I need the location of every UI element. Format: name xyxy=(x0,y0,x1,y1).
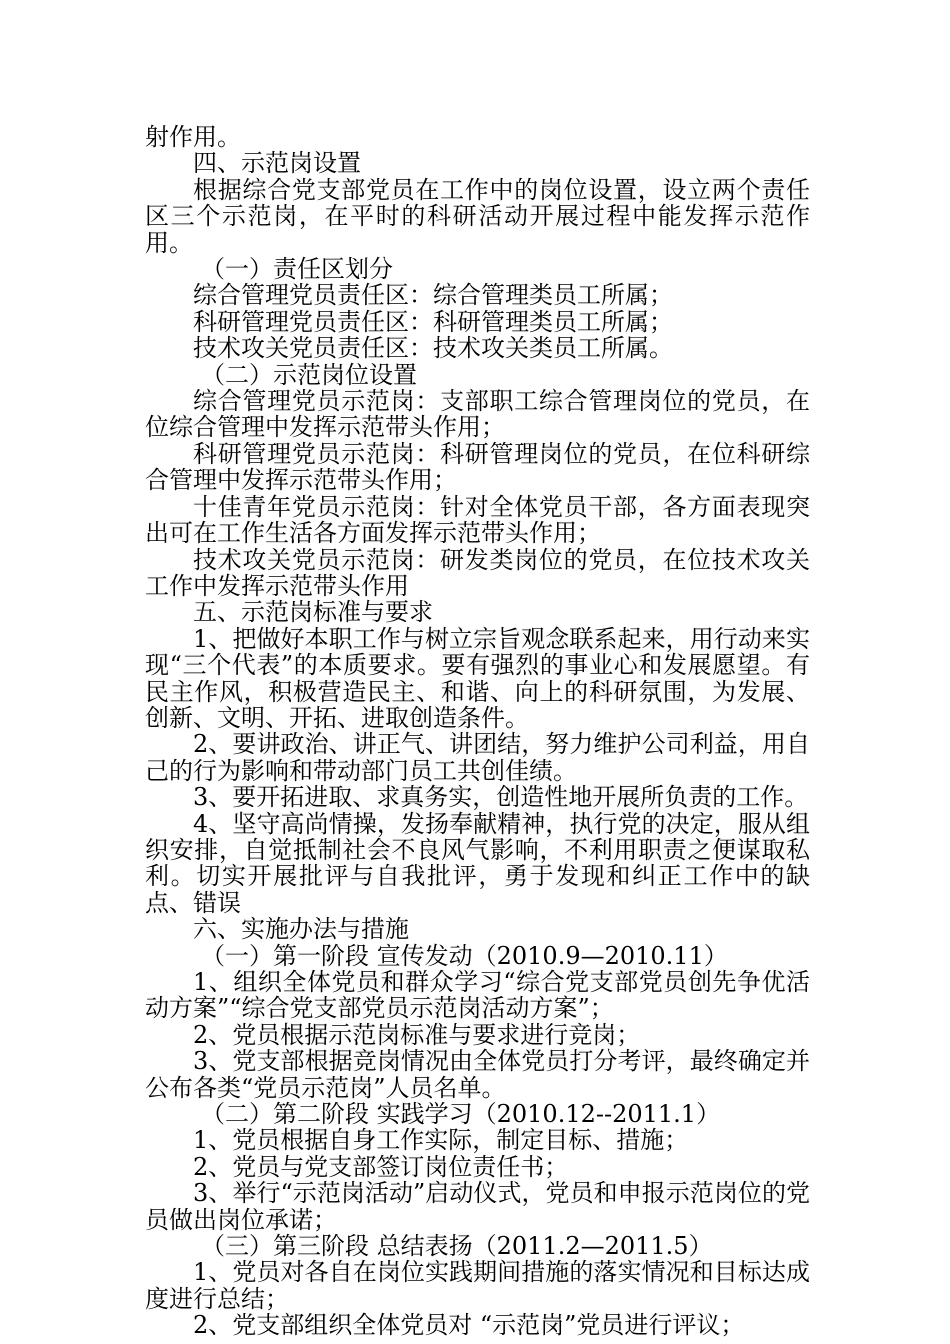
paragraph: 科研管理党员责任区：科研管理类员工所属； xyxy=(193,307,673,336)
subsection-heading: （三）第三阶段 总结表扬（2011.2—2011.5） xyxy=(201,1232,713,1261)
paragraph: 3、举行“示范岗活动”启动仪式，党员和申报示范岗位的党员做出岗位承诺； xyxy=(145,1179,810,1234)
paragraph: 十佳青年党员示范岗：针对全体党员干部，各方面表现突出可在工作生活各方面发挥示范带头作用； xyxy=(145,492,810,548)
paragraph: 根据综合党支部党员在工作中的岗位设置，设立两个责任区三个示范岗，在平时的科研活动开展过程中能发挥示范作用。 xyxy=(145,175,810,257)
paragraph: 2、党支部组织全体党员对 “示范岗”党员进行评议； xyxy=(193,1311,745,1340)
paragraph: 4、坚守高尚情操，发扬奉献精神，执行党的决定，服从组织安排，自觉抵制社会不良风气影响，不利用职责之便谋取私利。切实开展批评与自我批评，勇于发现和纠正工作中的缺点、错误 xyxy=(145,809,810,917)
subsection-heading: （二）示范岗位设置 xyxy=(201,360,417,389)
paragraph: 2、党员与党支部签订岗位责任书； xyxy=(193,1152,569,1181)
paragraph: 1、组织全体党员和群众学习“综合党支部党员创先争优活动方案”“综合党支部党员示范岗活动方案”； xyxy=(145,968,810,1023)
section-heading: 六、实施办法与措施 xyxy=(193,915,409,944)
subsection-heading: （一）第一阶段 宣传发动（2010.9—2010.11） xyxy=(201,941,728,970)
section-heading: 五、示范岗标准与要求 xyxy=(193,598,433,627)
document-body xyxy=(145,124,810,1339)
paragraph: 2、党员根据示范岗标准与要求进行竞岗； xyxy=(193,1020,641,1049)
paragraph: 2、要讲政治、讲正气、讲团结，努力维护公司利益，用自己的行为影响和带动部门员工共创佳绩。 xyxy=(145,730,810,785)
paragraph: 3、要开拓进取、求真务实，创造性地开展所负责的工作。 xyxy=(193,783,809,812)
paragraph: 3、党支部根据竞岗情况由全体党员打分考评，最终确定并公布各类“党员示范岗”人员名单。 xyxy=(145,1047,810,1102)
paragraph: 综合管理党员责任区：综合管理类员工所属； xyxy=(193,281,673,310)
paragraph: 综合管理党员示范岗：支部职工综合管理岗位的党员，在位综合管理中发挥示范带头作用； xyxy=(145,387,810,442)
section-heading: 四、示范岗设置 xyxy=(193,149,361,178)
paragraph: 1、党员对各自在岗位实践期间措施的落实情况和目标达成度进行总结； xyxy=(145,1258,810,1313)
paragraph: 1、党员根据自身工作实际，制定目标、措施； xyxy=(193,1126,689,1155)
subsection-heading: （一）责任区划分 xyxy=(201,255,393,284)
paragraph: 科研管理党员示范岗：科研管理岗位的党员，在位科研综合管理中发挥示范带头作用； xyxy=(145,439,810,495)
subsection-heading: （二）第二阶段 实践学习（2010.12--2011.1） xyxy=(201,1100,721,1129)
paragraph: 技术攻关党员示范岗：研发类岗位的党员，在位技术攻关工作中发挥示范带头作用 xyxy=(145,545,810,600)
paragraph: 技术攻关党员责任区：技术攻关类员工所属。 xyxy=(193,334,673,363)
paragraph: 射作用。 xyxy=(145,123,241,151)
paragraph: 1、把做好本职工作与树立宗旨观念联系起来，用行动来实现“三个代表”的本质要求。要有强烈的事业心和发展愿望。有民主作风，积极营造民主、和谐、向上的科研氛围，为发展、创新、文明、开拓、进取创造条件。 xyxy=(145,624,810,732)
